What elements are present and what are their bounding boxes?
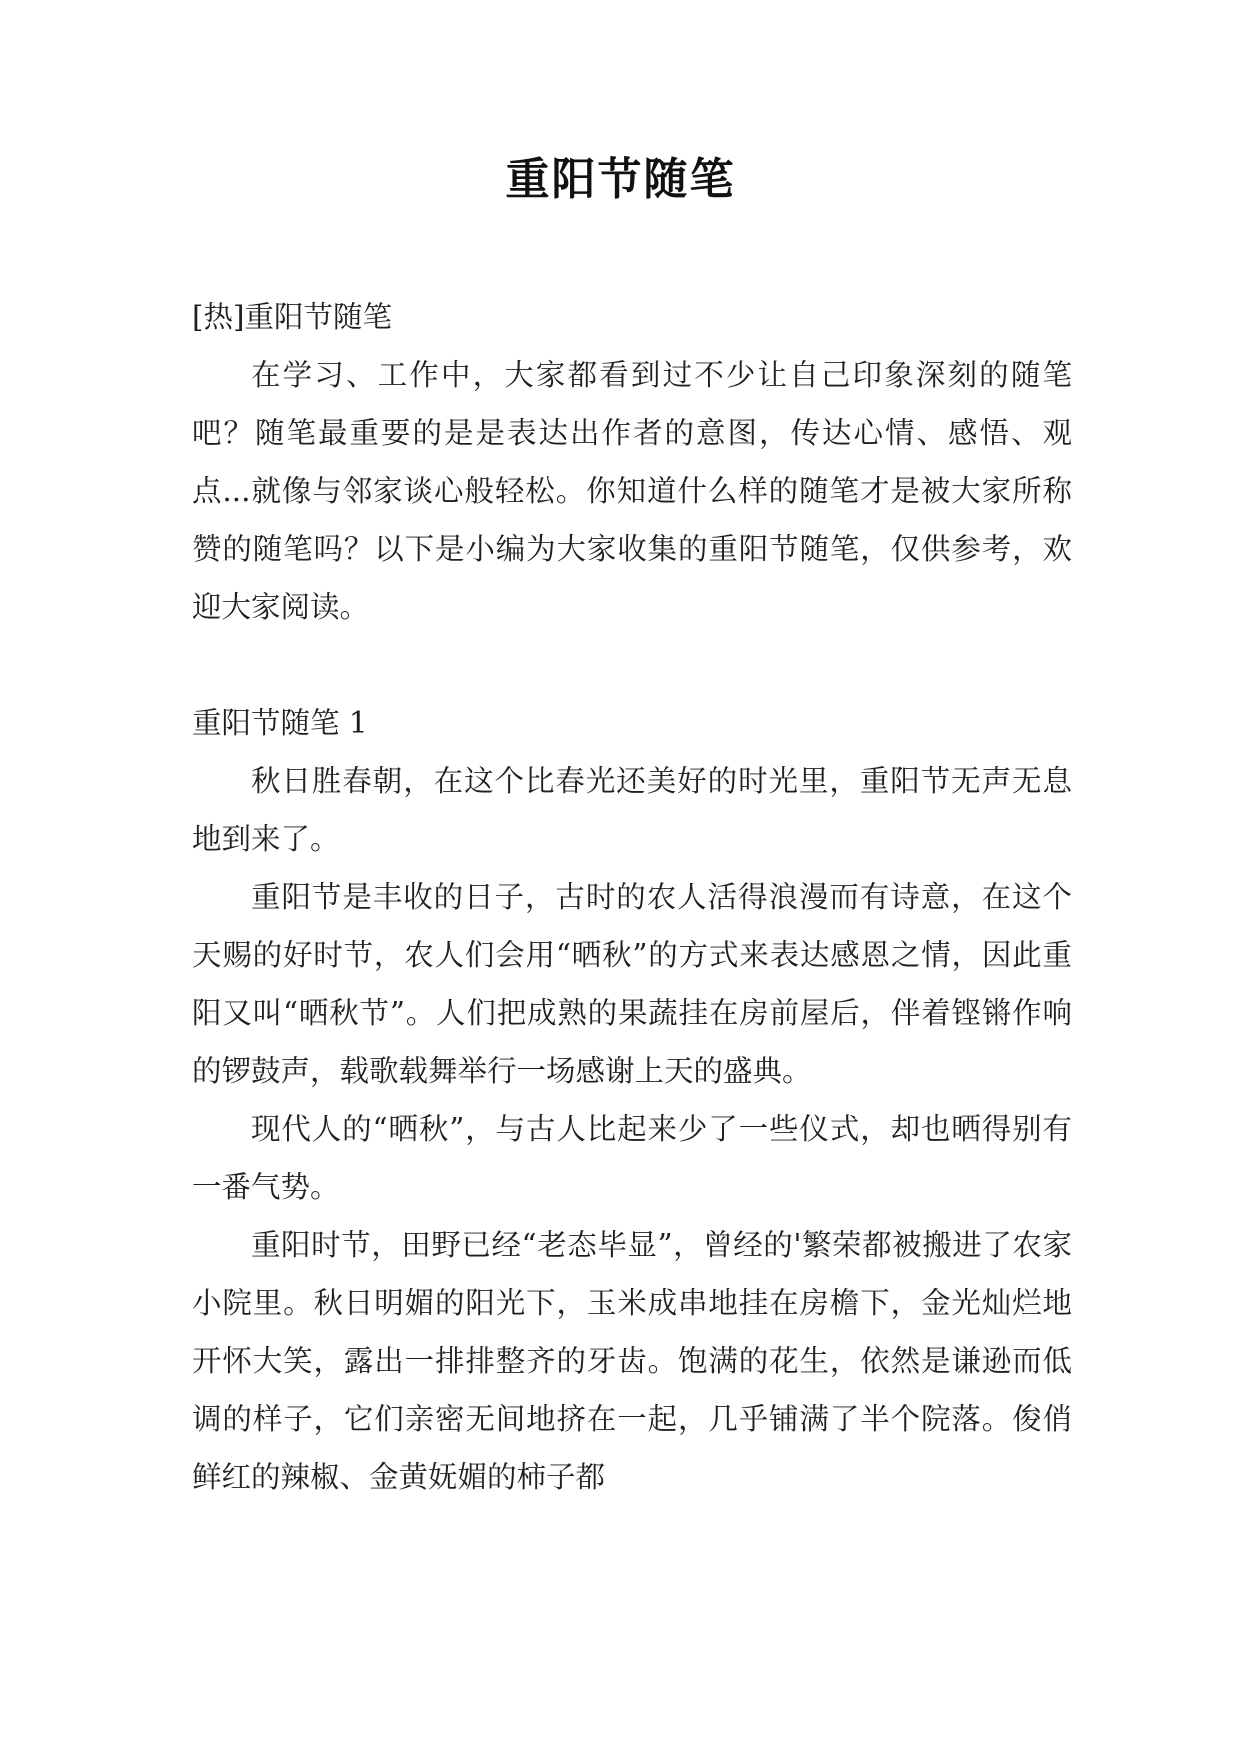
- section-spacer: [192, 636, 1072, 694]
- body-paragraph: 重阳节是丰收的日子，古时的农人活得浪漫而有诗意，在这个天赐的好时节，农人们会用“晒秋”的方式来表达感恩之情，因此重阳又叫“晒秋节”。人们把成熟的果蔬挂在房前屋后，伴着铿锵作响的锣鼓声，载歌载舞举行一场感谢上天的盛典。: [192, 880, 1072, 1088]
- document-title: 重阳节随笔: [505, 154, 736, 205]
- intro-paragraph: 在学习、工作中，大家都看到过不少让自己印象深刻的随笔吧？随笔最重要的是是表达出作者的意图，传达心情、感悟、观点...就像与邻家谈心般轻松。你知道什么样的随笔才是被大家所称赞的随笔吗？以下是小编为大家收集的重阳节随笔，仅供参考，欢迎大家阅读。: [192, 358, 1072, 624]
- document-body: [192, 288, 1072, 1506]
- article-heading: [热]重阳节随笔: [192, 300, 393, 334]
- body-paragraph: 现代人的“晒秋”，与古人比起来少了一些仪式，却也晒得别有一番气势。: [192, 1112, 1072, 1204]
- section-heading: 重阳节随笔 1: [192, 706, 368, 740]
- body-paragraph: 秋日胜春朝，在这个比春光还美好的时光里，重阳节无声无息地到来了。: [192, 764, 1072, 856]
- body-paragraph: 重阳时节，田野已经“老态毕显”，曾经的'繁荣都被搬进了农家小院里。秋日明媚的阳光下，玉米成串地挂在房檐下，金光灿烂地开怀大笑，露出一排排整齐的牙齿。饱满的花生，依然是谦逊而低调的样子，它们亲密无间地挤在一起，几乎铺满了半个院落。俊俏鲜红的辣椒、金黄妩媚的柿子都: [192, 1228, 1072, 1494]
